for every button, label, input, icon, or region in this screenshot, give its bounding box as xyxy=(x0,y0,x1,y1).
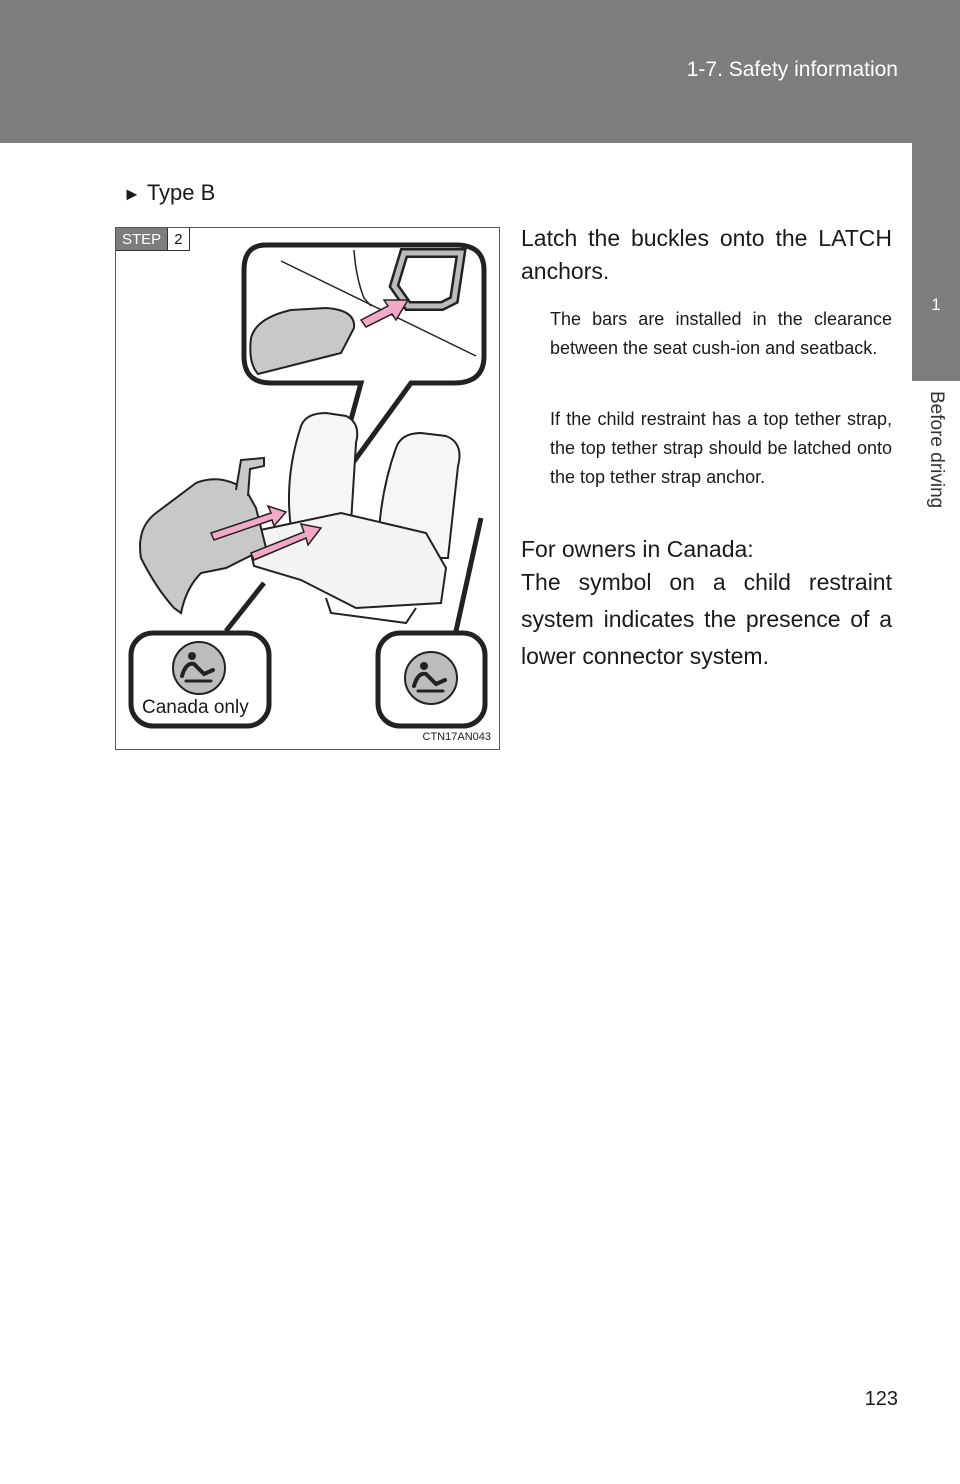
canada-body: The symbol on a child restraint system indicates the presence of a lower connector system. xyxy=(521,569,892,669)
canada-heading: For owners in Canada: xyxy=(521,536,754,562)
chapter-tab-number xyxy=(912,143,960,381)
step-badge xyxy=(116,228,190,251)
note-top-tether: If the child restraint has a top tether strap, the top tether strap should be latched onto the top tether strap anchor. xyxy=(550,409,892,487)
chapter-number: 1 xyxy=(931,295,941,314)
child-seat-symbol-icon xyxy=(173,642,225,694)
child-seat-shell xyxy=(140,479,266,613)
right-pointer xyxy=(456,518,481,631)
note-bars-installed: The bars are installed in the clearance between the seat cush-ion and seatback. xyxy=(550,309,892,358)
subsection-title: Type B xyxy=(146,180,216,205)
illustration-figure xyxy=(115,227,500,750)
chapter-tab-label xyxy=(912,381,960,576)
section-title: 1-7. Safety information xyxy=(686,58,898,81)
canada-only-label: Canada only xyxy=(142,697,249,718)
left-pointer xyxy=(226,583,264,631)
seat-latch-illustration xyxy=(116,228,501,751)
page-header xyxy=(0,0,960,143)
step-number: 2 xyxy=(167,228,188,250)
page-number: 123 xyxy=(864,1388,898,1410)
left-seatback xyxy=(289,413,357,528)
step-instruction: Latch the buckles onto the LATCH anchors. xyxy=(521,225,892,284)
chapter-label: Before driving xyxy=(926,391,947,509)
child-seat-symbol-icon xyxy=(405,652,457,704)
triangle-bullet-icon: ► xyxy=(123,184,141,204)
child-seat-handle xyxy=(236,458,264,496)
figure-code: CTN17AN043 xyxy=(422,731,491,743)
subsection-heading xyxy=(123,180,215,206)
step-word: STEP xyxy=(116,228,167,250)
